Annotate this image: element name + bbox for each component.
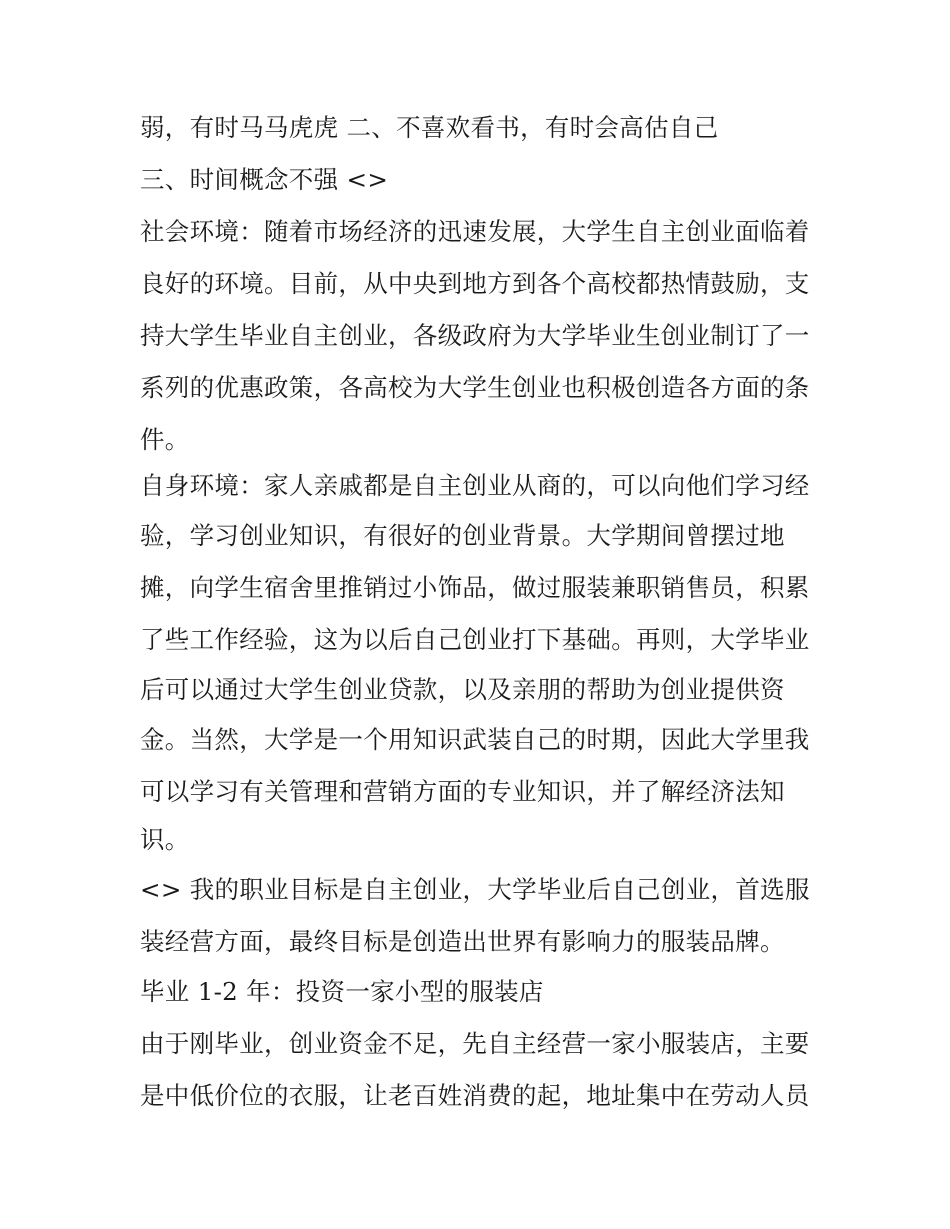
- text-line: 持大学生毕业自主创业，各级政府为大学毕业生创业制订了一: [140, 321, 810, 350]
- text-line: 是中低价位的衣服，让老百姓消费的起，地址集中在劳动人员: [140, 1081, 810, 1110]
- text-line: 良好的环境。目前，从中央到地方到各个高校都热情鼓励，支: [140, 269, 810, 298]
- text-line: 件。: [140, 425, 190, 454]
- text-line: 弱，有时马马虎虎 二、不喜欢看书，有时会高估自己: [140, 113, 719, 142]
- text-line: 识。: [140, 825, 190, 854]
- text-line: 系列的优惠政策，各高校为大学生创业也积极创造各方面的条: [140, 373, 810, 402]
- text-line: 后可以通过大学生创业贷款，以及亲朋的帮助为创业提供资: [140, 675, 785, 704]
- text-line: 摊，向学生宿舍里推销过小饰品，做过服装兼职销售员，积累: [140, 573, 810, 602]
- text-line: 自身环境：家人亲戚都是自主创业从商的，可以向他们学习经: [140, 471, 810, 500]
- text-line: 三、时间概念不强 <>: [140, 165, 389, 194]
- text-line: 可以学习有关管理和营销方面的专业知识，并了解经济法知: [140, 777, 785, 806]
- text-line: 社会环境：随着市场经济的迅速发展，大学生自主创业面临着: [140, 217, 810, 246]
- text-line: 装经营方面，最终目标是创造出世界有影响力的服装品牌。: [140, 927, 785, 956]
- text-line: 由于刚毕业，创业资金不足，先自主经营一家小服装店，主要: [140, 1029, 810, 1058]
- text-line: 验，学习创业知识，有很好的创业背景。大学期间曾摆过地: [140, 521, 785, 550]
- text-line: 金。当然，大学是一个用知识武装自己的时期，因此大学里我: [140, 725, 810, 754]
- text-line: 毕业 1-2 年：投资一家小型的服装店: [140, 977, 544, 1006]
- text-line: <> 我的职业目标是自主创业，大学毕业后自己创业，首选服: [140, 875, 810, 904]
- text-line: 了些工作经验，这为以后自己创业打下基础。再则，大学毕业: [140, 625, 810, 654]
